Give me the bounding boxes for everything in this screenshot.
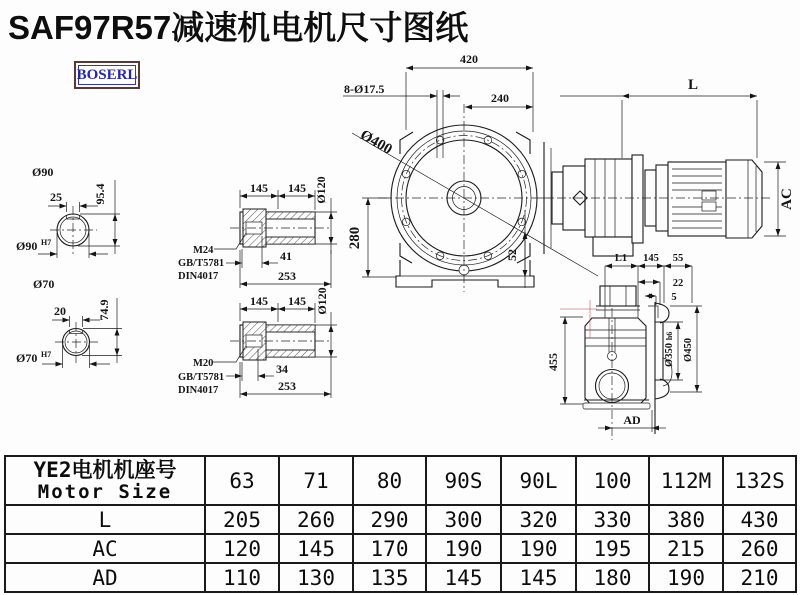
cell: 290 [353,505,426,534]
cell: 190 [501,534,576,563]
dim-d400: Ø400 [357,127,395,159]
cell: 300 [426,505,501,534]
cell: 170 [353,534,426,563]
dim-34: 34 [276,362,288,376]
dim-145d: 145 [288,294,306,308]
cell: 110 [205,563,279,592]
dim-52: 52 [505,249,519,261]
dim-d350: Ø350 [664,343,675,367]
col-63: 63 [205,456,279,505]
col-100: 100 [576,456,649,505]
cell: 145 [426,563,501,592]
dim-420: 420 [460,52,478,66]
boserl-logo-text: BOSERL [78,65,136,85]
dim-95-4: 95.4 [93,183,107,205]
dim-145b: 145 [288,181,306,195]
dim-L1: L1 [614,253,628,264]
table-header-motor-size [5,456,205,505]
dim-5: 5 [671,292,677,303]
dim-74-9: 74.9 [97,299,111,321]
col-71: 71 [279,456,353,505]
dim-240: 240 [491,91,509,105]
label-din4017-top: DIN4017 [178,271,219,282]
dim-d90-tol: H7 [41,238,52,247]
cell: 145 [501,563,576,592]
dim-d90: Ø90 [32,165,54,179]
row-label-L: L [5,505,205,534]
dim-55: 55 [672,253,684,264]
cell: 430 [723,505,796,534]
dim-d350-tol: h6 [665,331,674,341]
cell: 195 [576,534,649,563]
table-row-L [5,505,796,534]
motor-size-table [4,455,797,593]
dim-253-top: 253 [278,269,296,283]
table-row-AD [5,563,796,592]
label-m24: M24 [193,245,214,256]
dim-d120-top: Ø120 [314,176,328,204]
output-end-view [546,253,702,440]
page-title: SAF97R57减速机电机尺寸图纸 [8,9,469,46]
cell: 190 [426,534,501,563]
header-en: Motor Size [37,480,173,503]
col-112m: 112M [649,456,723,505]
label-din4017-bot: DIN4017 [178,385,219,396]
hollow-shaft-view-m24 [178,176,337,288]
dim-AC: AC [779,188,795,210]
cell: 260 [279,505,353,534]
table-header-row [5,456,796,505]
dim-22: 22 [672,278,684,289]
cell: 380 [649,505,723,534]
dim-8-d17-5: 8-Ø17.5 [344,82,385,96]
dim-145a: 145 [250,181,268,195]
cell: 215 [649,534,723,563]
cell: 120 [205,534,279,563]
dim-d450: Ø450 [683,338,694,362]
cell: 210 [723,563,796,592]
shaft-end-view-70 [16,277,122,368]
dim-455: 455 [546,353,560,371]
dim-41: 41 [280,249,292,263]
dim-253-bot: 253 [278,379,296,393]
cell: 130 [279,563,353,592]
label-m20: M20 [193,358,214,369]
dim-280: 280 [347,226,363,250]
cell: 330 [576,505,649,534]
hollow-shaft-view-m20 [178,287,337,398]
dim-L: L [687,77,699,93]
row-label-AD: AD [5,563,205,592]
cell: 145 [279,534,353,563]
row-label-AC: AC [5,534,205,563]
col-80: 80 [353,456,426,505]
col-90l: 90L [501,456,576,505]
dim-d90-bore: Ø90 [16,239,38,253]
dim-d70-bore: Ø70 [16,351,38,365]
header-cn: YE2电机机座号 [33,457,177,482]
label-gbt5781-bot: GB/T5781 [178,372,225,383]
col-90s: 90S [426,456,501,505]
dim-d120-bot: Ø120 [315,287,329,315]
cell: 180 [576,563,649,592]
dim-20: 20 [54,304,66,318]
table-row-AC [5,534,796,563]
shaft-end-view-90 [16,165,120,258]
dim-145-end: 145 [643,253,659,264]
cell: 205 [205,505,279,534]
cell: 190 [649,563,723,592]
side-view-motor [540,77,795,256]
dim-d70-tol: H7 [41,350,52,359]
label-gbt5781-top: GB/T5781 [178,258,225,269]
dim-145c: 145 [250,294,268,308]
dim-d70: Ø70 [33,277,55,291]
dim-AD: AD [623,413,641,427]
cell: 260 [723,534,796,563]
col-132s: 132S [723,456,796,505]
cell: 135 [353,563,426,592]
dim-25: 25 [50,190,62,204]
cell: 320 [501,505,576,534]
